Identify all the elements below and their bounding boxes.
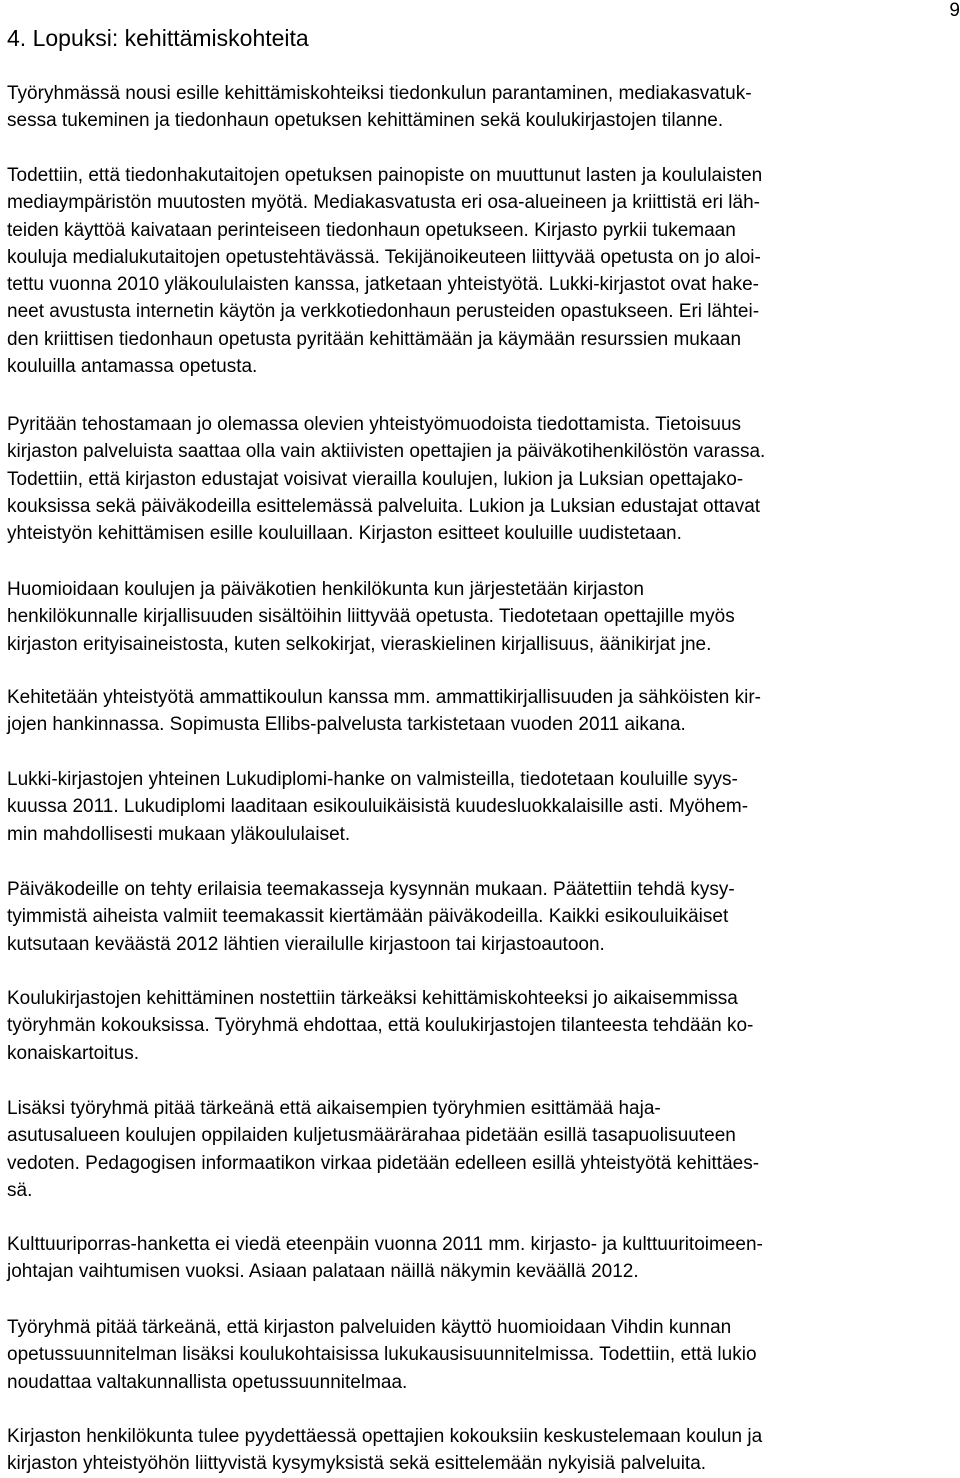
paragraph-line: kuussa 2011. Lukudiplomi laaditaan esikouluikäisistä kuudesluokkalaisille asti. Myöhem- — [7, 796, 749, 818]
paragraph-line: Huomioidaan koulujen ja päiväkotien henkilökunta kun järjestetään kirjaston — [7, 579, 644, 600]
paragraph-line: asutusalueen koulujen oppilaiden kuljetusmäärärahaa pidetään esillä tasapuolisuuteen — [7, 1125, 736, 1147]
paragraph-line: johtajan vaihtumisen vuoksi. Asiaan palataan näillä näkymin keväällä 2012. — [7, 1261, 639, 1283]
paragraph-line: kirjaston yhteistyöhön liittyvistä kysymyksistä sekä esittelemään nykyisiä palveluita. — [7, 1453, 707, 1475]
paragraph — [7, 411, 953, 547]
paragraph-line: sä. — [7, 1179, 33, 1201]
paragraph — [7, 684, 953, 739]
paragraph-line: neet avustusta internetin käytön ja verkkotiedonhaun perusteiden opastukseen. Eri lähtei- — [7, 301, 760, 323]
paragraph-line: Kulttuuriporras-hanketta ei viedä eteenpäin vuonna 2011 mm. kirjasto- ja kulttuuritoimeen- — [7, 1234, 763, 1255]
paragraph-line: kutsutaan keväästä 2012 lähtien vierailulle kirjastoon tai kirjastoautoon. — [7, 933, 605, 955]
paragraph-line: Kirjaston henkilökunta tulee pyydettäessä opettajien kokouksiin keskustelemaan koulun ja — [7, 1426, 763, 1447]
paragraph-line: Pyritään tehostamaan jo olemassa olevien yhteistyömuodoista tiedottamista. Tietoisuus — [7, 414, 742, 435]
paragraph-line: kouluilla antamassa opetusta. — [7, 356, 258, 378]
paragraph-line: työryhmän kokouksissa. Työryhmä ehdottaa, että koulukirjastojen tilanteesta tehdään ko- — [7, 1015, 754, 1037]
paragraph-line: teiden käyttöä kaivataan perinteiseen tiedonhaun opetukseen. Kirjasto pyrkii tukemaan — [7, 219, 736, 241]
paragraph — [7, 576, 953, 658]
paragraph-line: jojen hankinnassa. Sopimusta Ellibs-palvelusta tarkistetaan vuoden 2011 aikana. — [7, 714, 686, 736]
paragraph — [7, 876, 953, 958]
paragraph — [7, 162, 953, 380]
paragraph-line: Kehitetään yhteistyötä ammattikoulun kanssa mm. ammattikirjallisuuden ja sähköisten kir- — [7, 687, 761, 708]
paragraph-line: kouksissa sekä päiväkodeilla esittelemässä palveluita. Lukion ja Luksian edustajat ottavat — [7, 495, 761, 517]
paragraph — [7, 985, 953, 1067]
paragraph — [7, 766, 953, 848]
paragraph-line: noudattaa valtakunnallista opetussuunnitelmaa. — [7, 1371, 408, 1393]
paragraph-line: mediaympäristön muutosten myötä. Mediakasvatusta eri osa-alueineen ja kriittistä eri läh- — [7, 192, 760, 214]
paragraph-line: kouluja medialukutaitojen opetustehtävässä. Tekijänoikeuteen liittyvää opetusta on jo aloi- — [7, 246, 761, 268]
paragraph-line: Koulukirjastojen kehittäminen nostettiin tärkeäksi kehittämiskohteeksi jo aikaisemmissa — [7, 988, 738, 1009]
page-number: 9 — [949, 0, 960, 21]
paragraph-line: Todettiin, että kirjaston edustajat voisivat vierailla koulujen, lukion ja Luksian opettajako- — [7, 468, 744, 490]
paragraph-line: Työryhmässä nousi esille kehittämiskohteiksi tiedonkulun parantaminen, mediakasvatuk- — [7, 83, 752, 104]
paragraph-line: Lukki-kirjastojen yhteinen Lukudiplomi-hanke on valmisteilla, tiedotetaan kouluille syys- — [7, 769, 738, 790]
section-heading: 4. Lopuksi: kehittämiskohteita — [7, 25, 309, 51]
paragraph-line: tyimmistä aiheista valmiit teemakassit kiertämään päiväkodeilla. Kaikki esikouluikäiset — [7, 906, 729, 928]
paragraph — [7, 80, 953, 135]
paragraph-line: den kriittisen tiedonhaun opetusta pyritään kehittämään ja käymään resurssien mukaan — [7, 328, 742, 350]
paragraph-line: Työryhmä pitää tärkeänä, että kirjaston palveluiden käyttö huomioidaan Vihdin kunnan — [7, 1317, 732, 1338]
paragraph — [7, 1423, 953, 1478]
paragraph-line: yhteistyön kehittämisen esille kouluillaan. Kirjaston esitteet kouluille uudistetaan. — [7, 523, 682, 545]
paragraph-line: Lisäksi työryhmä pitää tärkeänä että aikaisempien työryhmien esittämää haja- — [7, 1098, 661, 1119]
paragraph — [7, 1314, 953, 1396]
paragraph-line: henkilökunnalle kirjallisuuden sisältöihin liittyvää opetusta. Tiedotetaan opettajille myös — [7, 606, 735, 628]
paragraph-line: kirjaston palveluista saattaa olla vain aktiivisten opettajien ja päiväkotihenkilöstön varassa. — [7, 441, 766, 463]
paragraph-line: opetussuunnitelman lisäksi koulukohtaisissa lukukausisuunnitelmissa. Todettiin, että lukio — [7, 1344, 757, 1366]
paragraph — [7, 1231, 953, 1286]
paragraph-line: Päiväkodeille on tehty erilaisia teemakasseja kysynnän mukaan. Päätettiin tehdä kysy- — [7, 879, 735, 900]
paragraph — [7, 1095, 953, 1204]
paragraph-line: vedoten. Pedagogisen informaatikon virkaa pidetään edelleen esillä yhteistyötä kehittäes- — [7, 1152, 760, 1174]
paragraph-line: Todettiin, että tiedonhakutaitojen opetuksen painopiste on muuttunut lasten ja koululaisten — [7, 165, 763, 186]
paragraph-line: kirjaston erityisaineistosta, kuten selkokirjat, vieraskielinen kirjallisuus, äänikirjat jne. — [7, 633, 712, 655]
paragraph-line: tettu vuonna 2010 yläkoululaisten kanssa, jatketaan yhteistyötä. Lukki-kirjastot ovat hake- — [7, 274, 759, 296]
paragraph-line: konaiskartoitus. — [7, 1042, 140, 1064]
paragraph-line: sessa tukeminen ja tiedonhaun opetuksen kehittäminen sekä koulukirjastojen tilanne. — [7, 110, 724, 132]
paragraph-line: min mahdollisesti mukaan yläkoululaiset. — [7, 823, 351, 845]
